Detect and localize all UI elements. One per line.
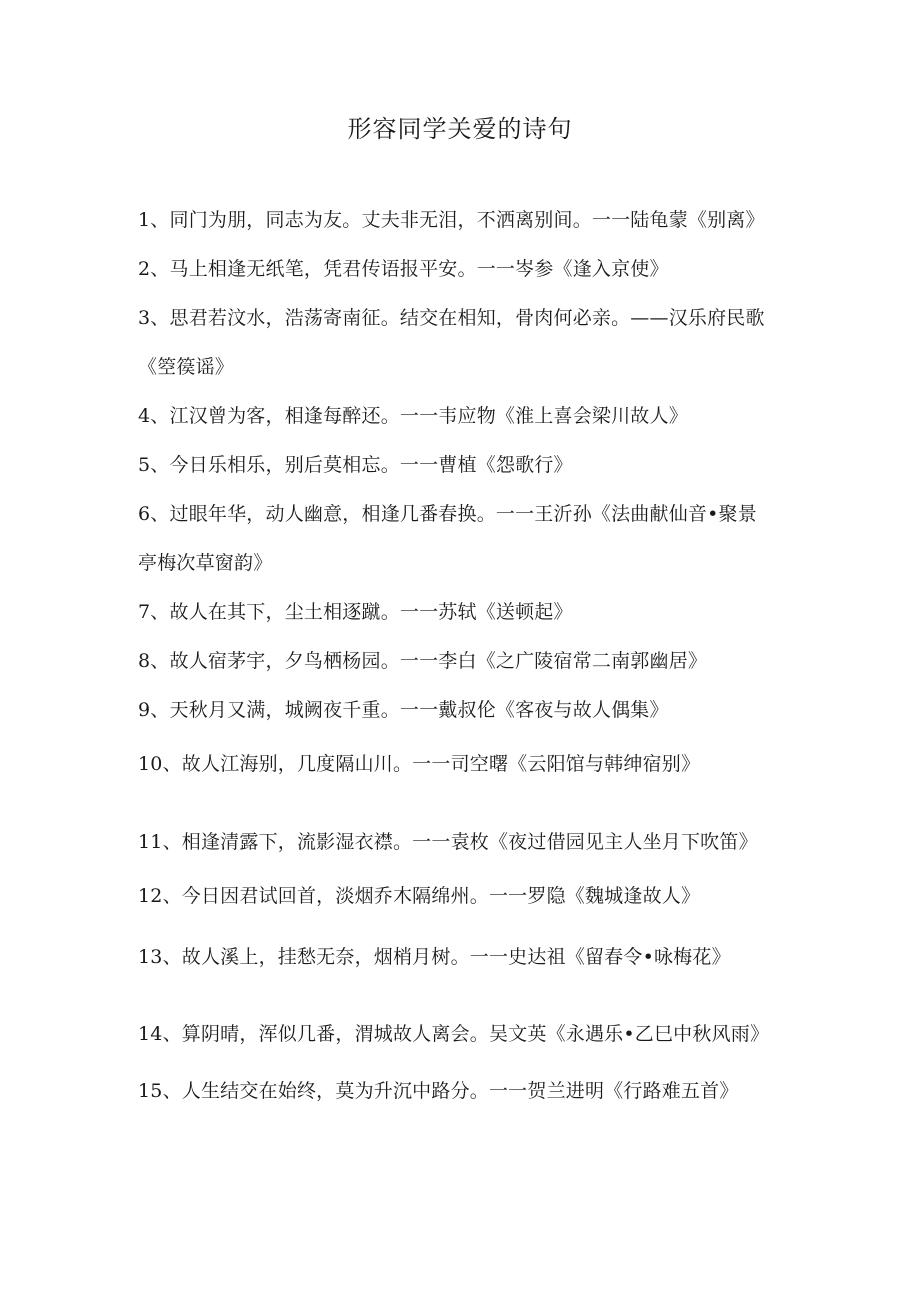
page-title: 形容同学关爱的诗句 (347, 115, 573, 143)
poem-line-14: 14、算阴晴，浑似几番，渭城故人离会。吴文英《永遇乐•乙巳中秋风雨》 (138, 1023, 770, 1045)
poem-line-9: 9、天秋月又满，城阙夜千重。一一戴叔伦《客夜与故人偶集》 (138, 699, 669, 721)
poem-line-1: 1、同门为朋，同志为友。丈夫非无泪，不洒离别间。一一陆龟蒙《别离》 (138, 209, 765, 231)
poem-line-11: 11、相逢清露下，流影湿衣襟。一一袁枚《夜过借园见主人坐月下吹笛》 (138, 831, 758, 853)
poem-line-4: 4、江汉曾为客，相逢每醉还。一一韦应物《淮上喜会梁川故人》 (138, 405, 688, 427)
poem-line-5: 5、今日乐相乐，别后莫相忘。一一曹植《怨歌行》 (138, 454, 573, 476)
poem-line-6: 6、过眼年华，动人幽意，相逢几番春换。一一王沂孙《法曲献仙音•聚景 (138, 503, 757, 525)
poem-line-12: 12、今日因君试回首，淡烟乔木隔绵州。一一罗隐《魏城逢故人》 (138, 885, 701, 907)
poem-line-8: 8、故人宿茅宇，夕鸟栖杨园。一一李白《之广陵宿常二南郭幽居》 (138, 650, 708, 672)
poem-line-7: 7、故人在其下，尘土相逐蹴。一一苏轼《送顿起》 (138, 601, 573, 623)
poem-line-10: 10、故人江海别，几度隔山川。一一司空曙《云阳馆与韩绅宿别》 (138, 753, 701, 775)
poem-line-15: 15、人生结交在始终，莫为升沉中路分。一一贺兰进明《行路难五首》 (138, 1080, 739, 1102)
poem-line-3: 3、思君若汶水，浩荡寄南征。结交在相知，骨肉何必亲。——汉乐府民歌 (138, 307, 765, 329)
poem-line-2: 2、马上相逢无纸笔，凭君传语报平安。一一岑参《逢入京使》 (138, 258, 669, 280)
poem-line-6-continued: 亭梅次草窗韵》 (138, 552, 273, 574)
poem-line-3-continued: 《箜篌谣》 (138, 356, 235, 378)
poem-line-13: 13、故人溪上，挂愁无奈，烟梢月树。一一史达祖《留春令•咏梅花》 (138, 946, 731, 968)
